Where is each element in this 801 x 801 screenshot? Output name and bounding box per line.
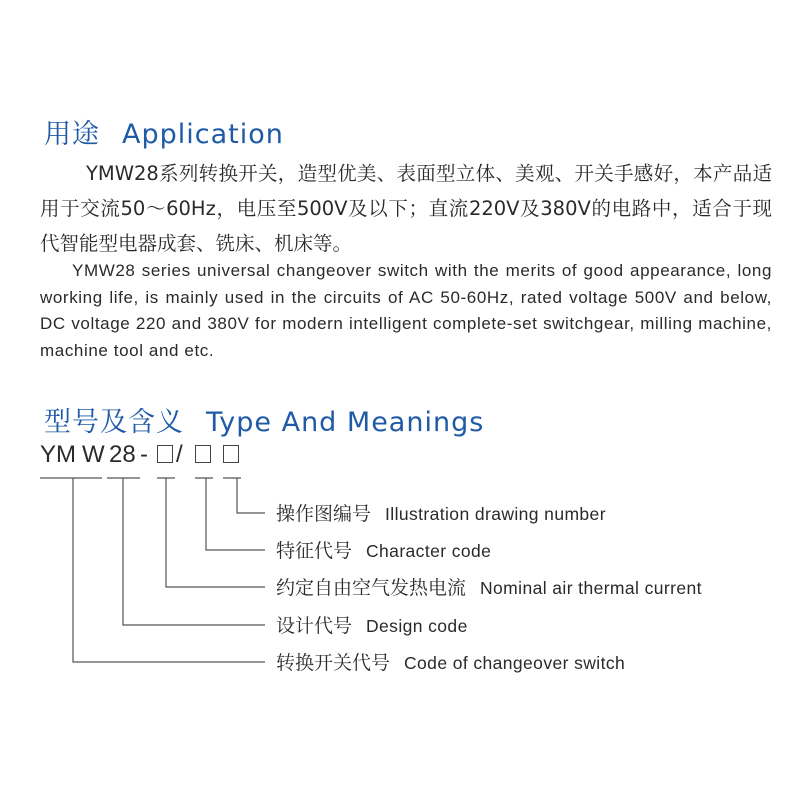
- model-code-number: 28: [109, 441, 136, 468]
- meaning-switch-code: [276, 648, 625, 675]
- meaning-switch-code-en: Code of changeover switch: [404, 653, 626, 673]
- meaning-character-code: [276, 536, 491, 563]
- type-meanings-title-zh: 型号及含义: [44, 407, 184, 438]
- meaning-drawing-number-en: Illustration drawing number: [385, 504, 606, 524]
- leader-character: [206, 478, 265, 550]
- meaning-design-code: [276, 611, 468, 638]
- meaning-drawing-number: [276, 499, 606, 526]
- leader-design: [123, 478, 265, 625]
- leader-drawing: [237, 478, 265, 513]
- type-meanings-title-en: Type And Meanings: [206, 407, 485, 438]
- application-title-zh: 用途: [44, 119, 100, 150]
- leader-current: [166, 478, 265, 587]
- meaning-thermal-current-en: Nominal air thermal current: [480, 578, 702, 598]
- meaning-thermal-current: [276, 573, 702, 600]
- model-code-dash: -: [140, 441, 148, 468]
- meaning-character-code-zh: 特征代号: [276, 540, 353, 562]
- model-code-w: W: [82, 441, 105, 468]
- leader-prefix: [73, 478, 265, 662]
- application-title-en: Application: [122, 119, 284, 150]
- application-paragraph-en: YMW28 series universal changeover switch with the merits of good appearance, long working life, is mainly used in the circuits of AC 50-60Hz, rated voltage 500V and below, DC voltage 220 and 380V for modern intelligent complete-set switchgear, milling machine, machine tool and etc.: [40, 261, 772, 360]
- meaning-switch-code-zh: 转换开关代号: [276, 652, 391, 674]
- meaning-design-code-en: Design code: [366, 616, 468, 636]
- meaning-design-code-zh: 设计代号: [276, 615, 353, 637]
- application-paragraph-zh: YMW28系列转换开关，造型优美、表面型立体、美观、开关手感好，本产品适用于交流50～60Hz，电压至500V及以下；直流220V及380V的电路中，适合于现代智能型电器成套、铣床、机床等。: [40, 162, 772, 255]
- meaning-thermal-current-zh: 约定自由空气发热电流: [276, 577, 467, 599]
- meaning-character-code-en: Character code: [366, 541, 492, 561]
- model-code-prefix: YM: [40, 441, 76, 468]
- meaning-drawing-number-zh: 操作图编号: [276, 503, 372, 525]
- model-code-slash: /: [176, 441, 183, 468]
